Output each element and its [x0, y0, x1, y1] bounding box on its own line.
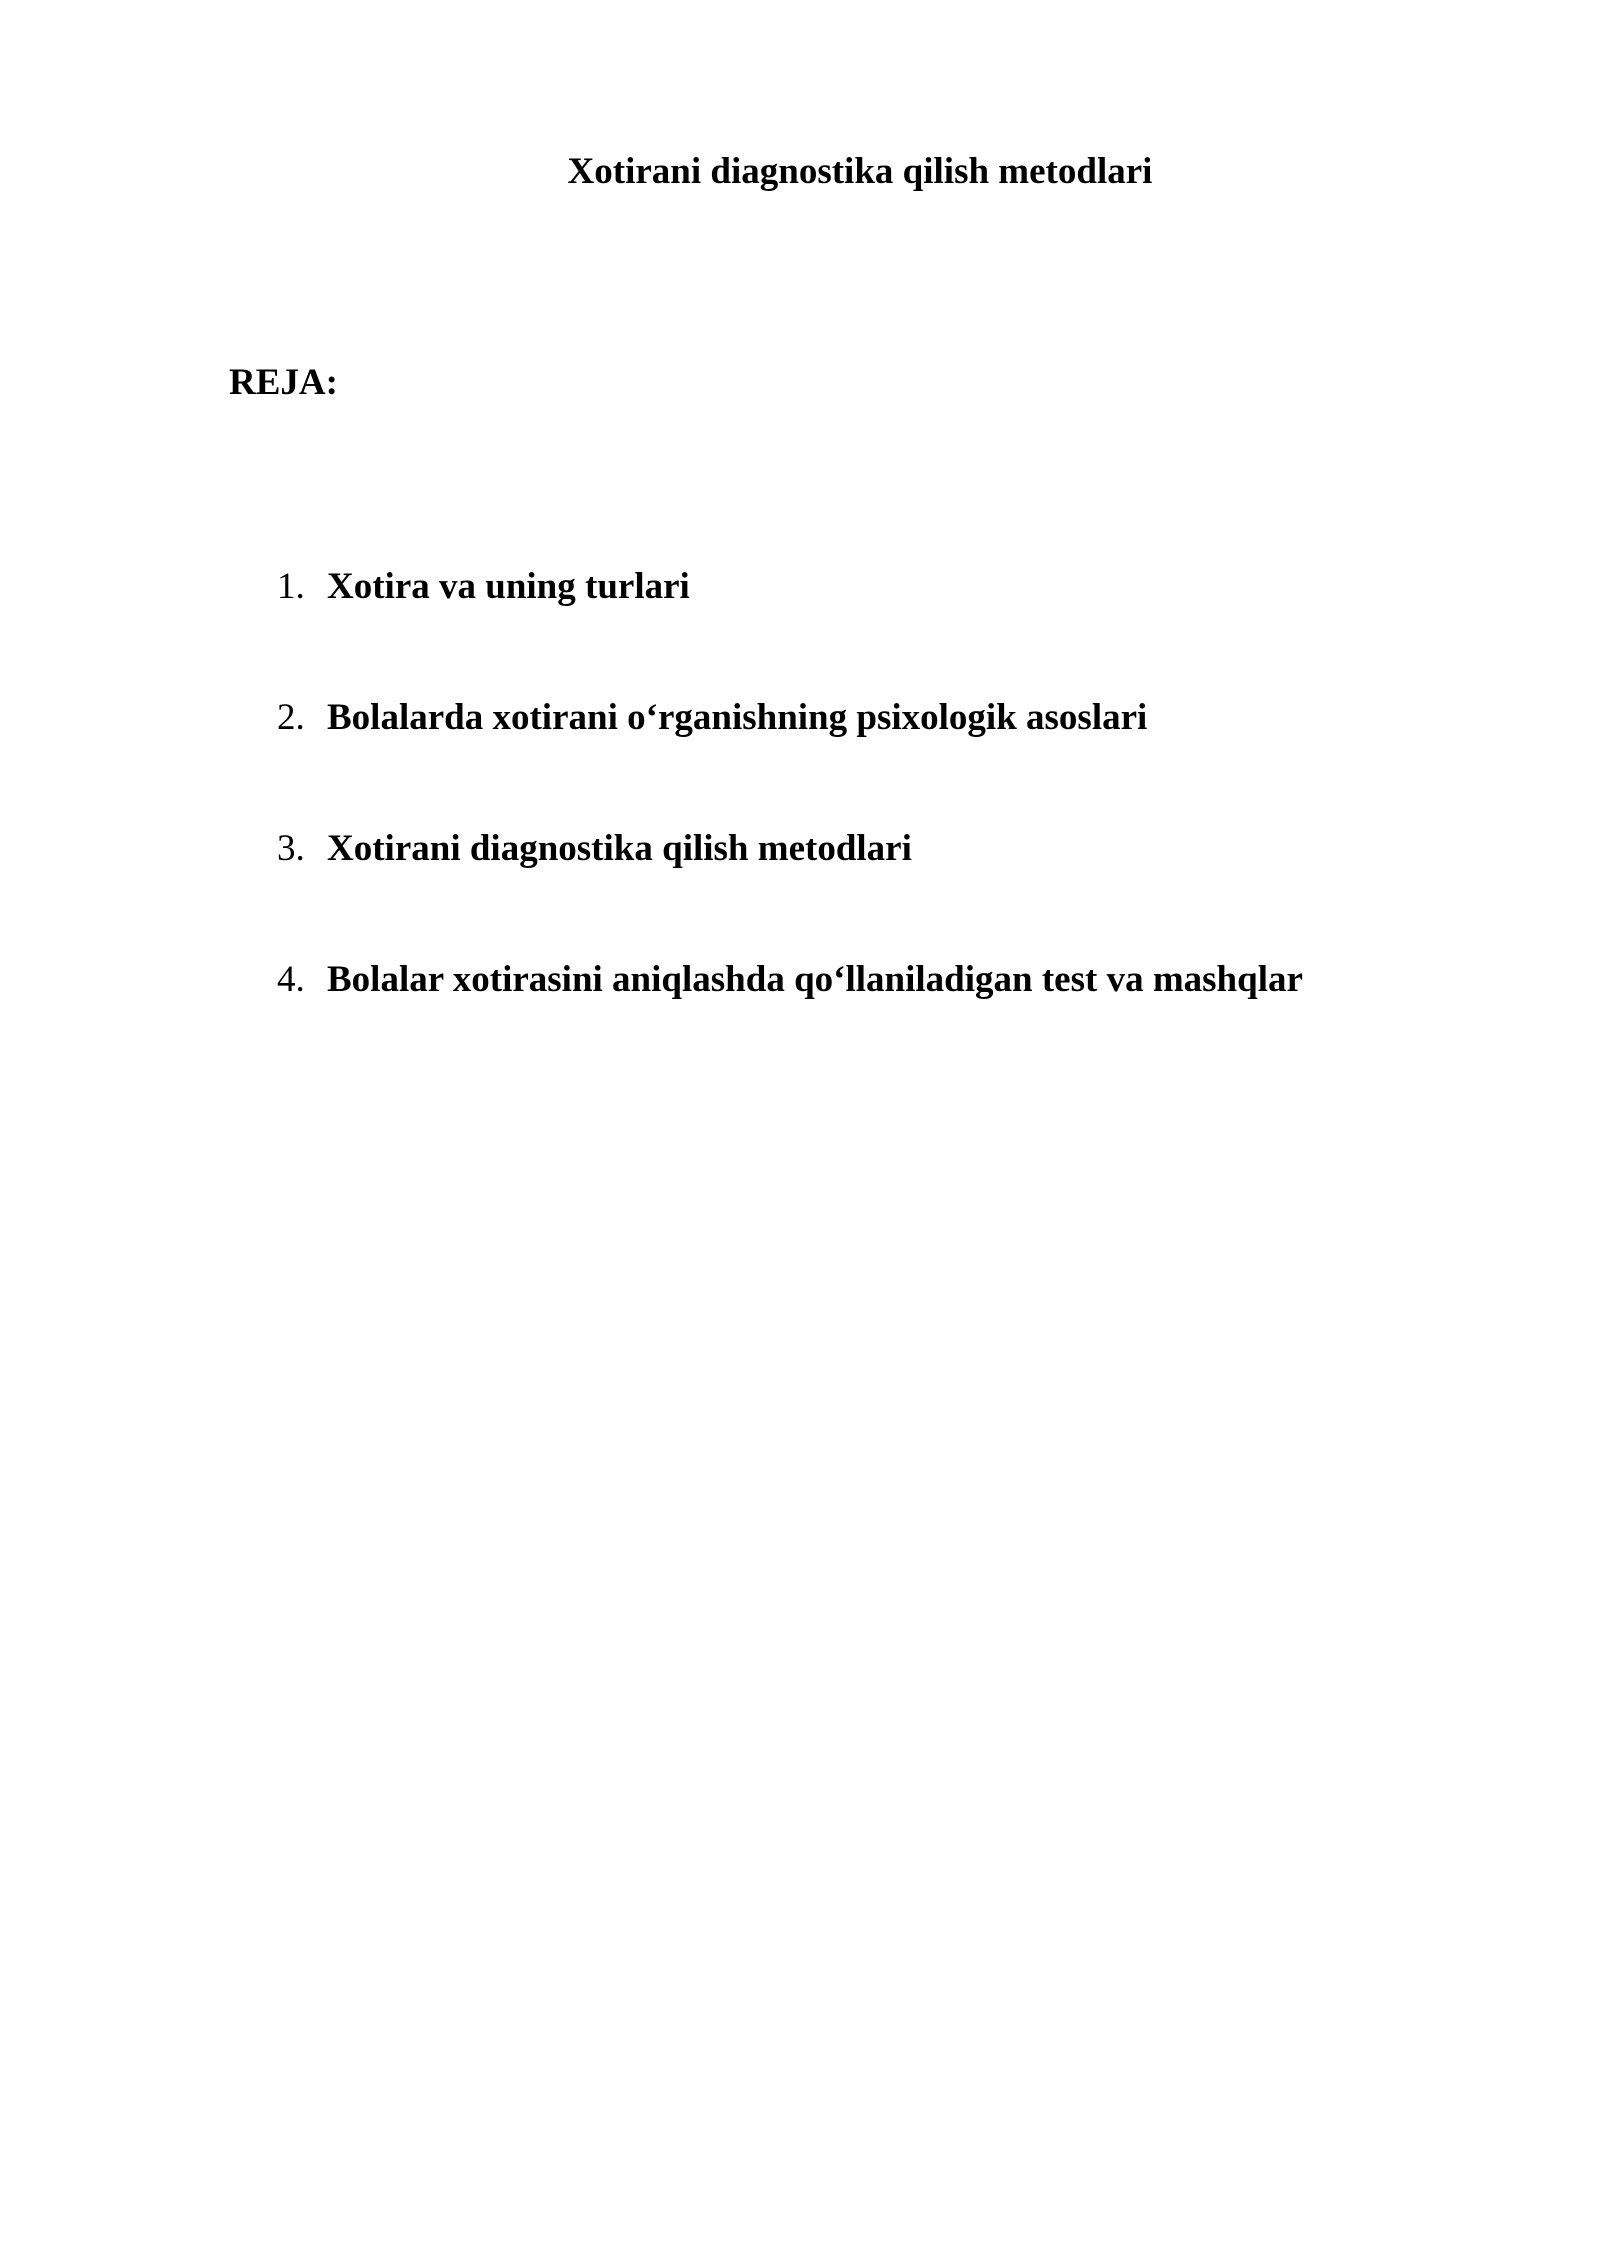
- list-item-text: Xotirani diagnostika qilish metodlari: [327, 828, 912, 869]
- document-title: Xotirani diagnostika qilish metodlari: [567, 151, 1153, 192]
- list-item-text: Bolalarda xotirani o‘rganishning psixologik asoslari: [327, 697, 1148, 738]
- list-item-text: Bolalar xotirasini aniqlashda qo‘llaniladigan test va mashqlar: [327, 959, 1303, 1000]
- list-item: [0, 696, 1600, 740]
- list-item-text: Xotira va uning turlari: [327, 566, 690, 607]
- list-item-number: 3.: [277, 828, 305, 869]
- list-item: [0, 958, 1600, 1002]
- plan-heading: REJA:: [229, 362, 338, 403]
- list-item-number: 2.: [277, 697, 305, 738]
- plan-list: [0, 565, 1600, 1089]
- list-item: [0, 565, 1600, 609]
- list-item: [0, 827, 1600, 871]
- list-item-number: 4.: [277, 959, 305, 1000]
- list-item-number: 1.: [277, 566, 305, 607]
